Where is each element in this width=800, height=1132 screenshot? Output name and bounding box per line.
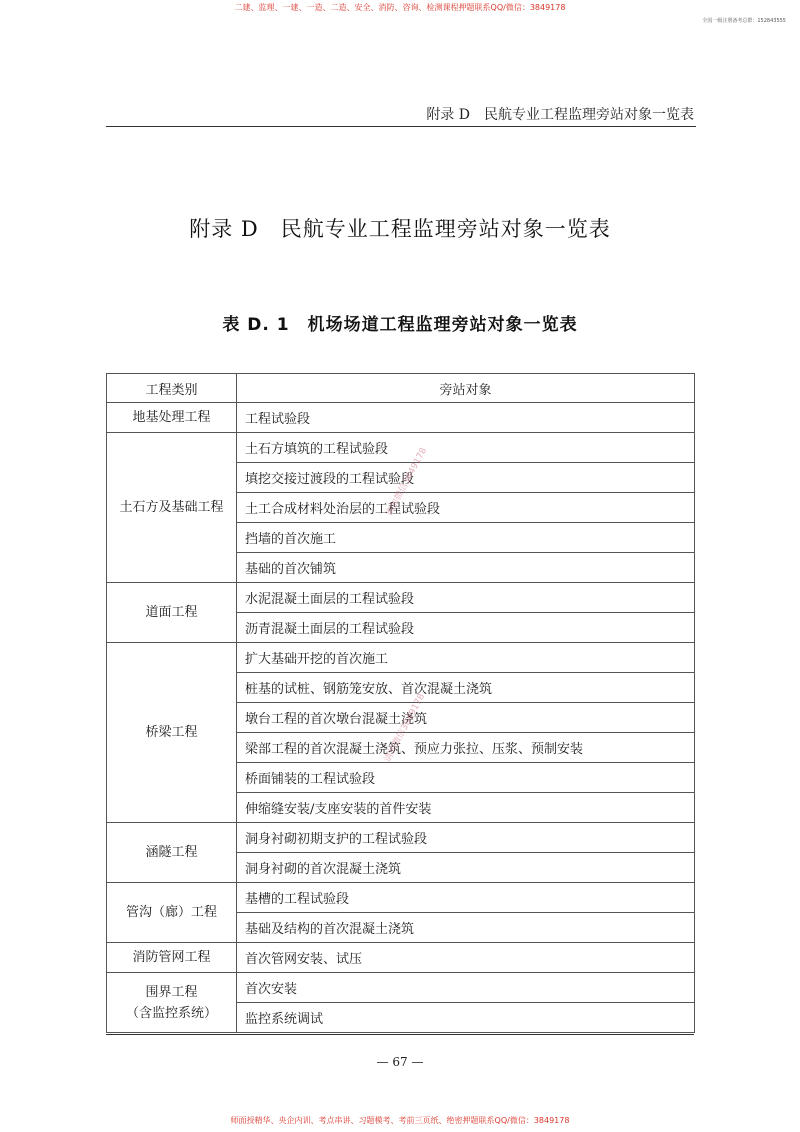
category-line-2: （含监控系统） [125,1005,217,1021]
object-cell: 监控系统调试 [237,1003,695,1033]
object-cell: 基础的首次铺筑 [237,553,695,583]
object-cell: 基础及结构的首次混凝土浇筑 [237,913,695,943]
table-row [107,973,695,1003]
table-header-row [107,374,695,403]
bottom-promo-banner: 师面授精华、央企内训、考点串讲、习题模考、考前三页纸、绝密押题联系QQ/微信：3849178 [230,1116,570,1125]
object-cell: 首次安装 [237,973,695,1003]
top-right-note: 全国一级注册备考总群：152843555 [702,18,786,24]
table-row [107,403,695,433]
category-cell: 道面工程 [107,583,237,643]
header-object: 旁站对象 [237,374,695,403]
running-header: 附录 D 民航专业工程监理旁站对象一览表 [426,107,694,123]
object-cell: 扩大基础开挖的首次施工 [237,643,695,673]
object-cell: 挡墙的首次施工 [237,523,695,553]
top-promo-banner: 二建、监理、一建、一造、二造、安全、消防、咨询、检测课程押题联系QQ/微信：3849178 [234,3,566,12]
category-cell: 桥梁工程 [107,643,237,823]
object-cell: 基槽的工程试验段 [237,883,695,913]
object-cell: 工程试验段 [237,403,695,433]
table-row [107,883,695,913]
object-cell: 水泥混凝土面层的工程试验段 [237,583,695,613]
watermark: 请加微信3849178 [382,692,428,765]
table-bottom-rule [106,1034,694,1035]
object-cell: 土石方填筑的工程试验段 [237,433,695,463]
table-title: 表 D. 1 机场场道工程监理旁站对象一览表 [222,315,578,335]
table-row [107,643,695,673]
object-cell: 土工合成材料处治层的工程试验段 [237,493,695,523]
object-cell: 洞身衬砌的首次混凝土浇筑 [237,853,695,883]
object-cell: 沥青混凝土面层的工程试验段 [237,613,695,643]
category-cell: 土石方及基础工程 [107,433,237,583]
document-title: 附录 D 民航专业工程监理旁站对象一览表 [189,217,611,241]
table-row [107,943,695,973]
object-cell: 洞身衬砌初期支护的工程试验段 [237,823,695,853]
category-cell: 地基处理工程 [107,403,237,433]
table-row [107,823,695,853]
table-row [107,583,695,613]
object-cell: 填挖交接过渡段的工程试验段 [237,463,695,493]
category-cell: 涵隧工程 [107,823,237,883]
table-row [107,433,695,463]
category-cell [107,973,237,1033]
object-cell: 墩台工程的首次墩台混凝土浇筑 [237,703,695,733]
object-cell: 首次管网安装、试压 [237,943,695,973]
watermark: 请加微信3849178 [384,446,430,519]
category-cell: 管沟（廊）工程 [107,883,237,943]
category-cell: 消防管网工程 [107,943,237,973]
page-number: — 67 — [376,1055,424,1069]
category-line: 围界工程 [145,984,198,1000]
object-cell: 梁部工程的首次混凝土浇筑、预应力张拉、压浆、预制安装 [237,733,695,763]
object-cell: 桥面铺装的工程试验段 [237,763,695,793]
header-category: 工程类别 [107,374,237,403]
object-cell: 桩基的试桩、钢筋笼安放、首次混凝土浇筑 [237,673,695,703]
supervision-table [106,373,695,1033]
object-cell: 伸缩缝安装/支座安装的首件安装 [237,793,695,823]
header-rule [106,126,696,127]
